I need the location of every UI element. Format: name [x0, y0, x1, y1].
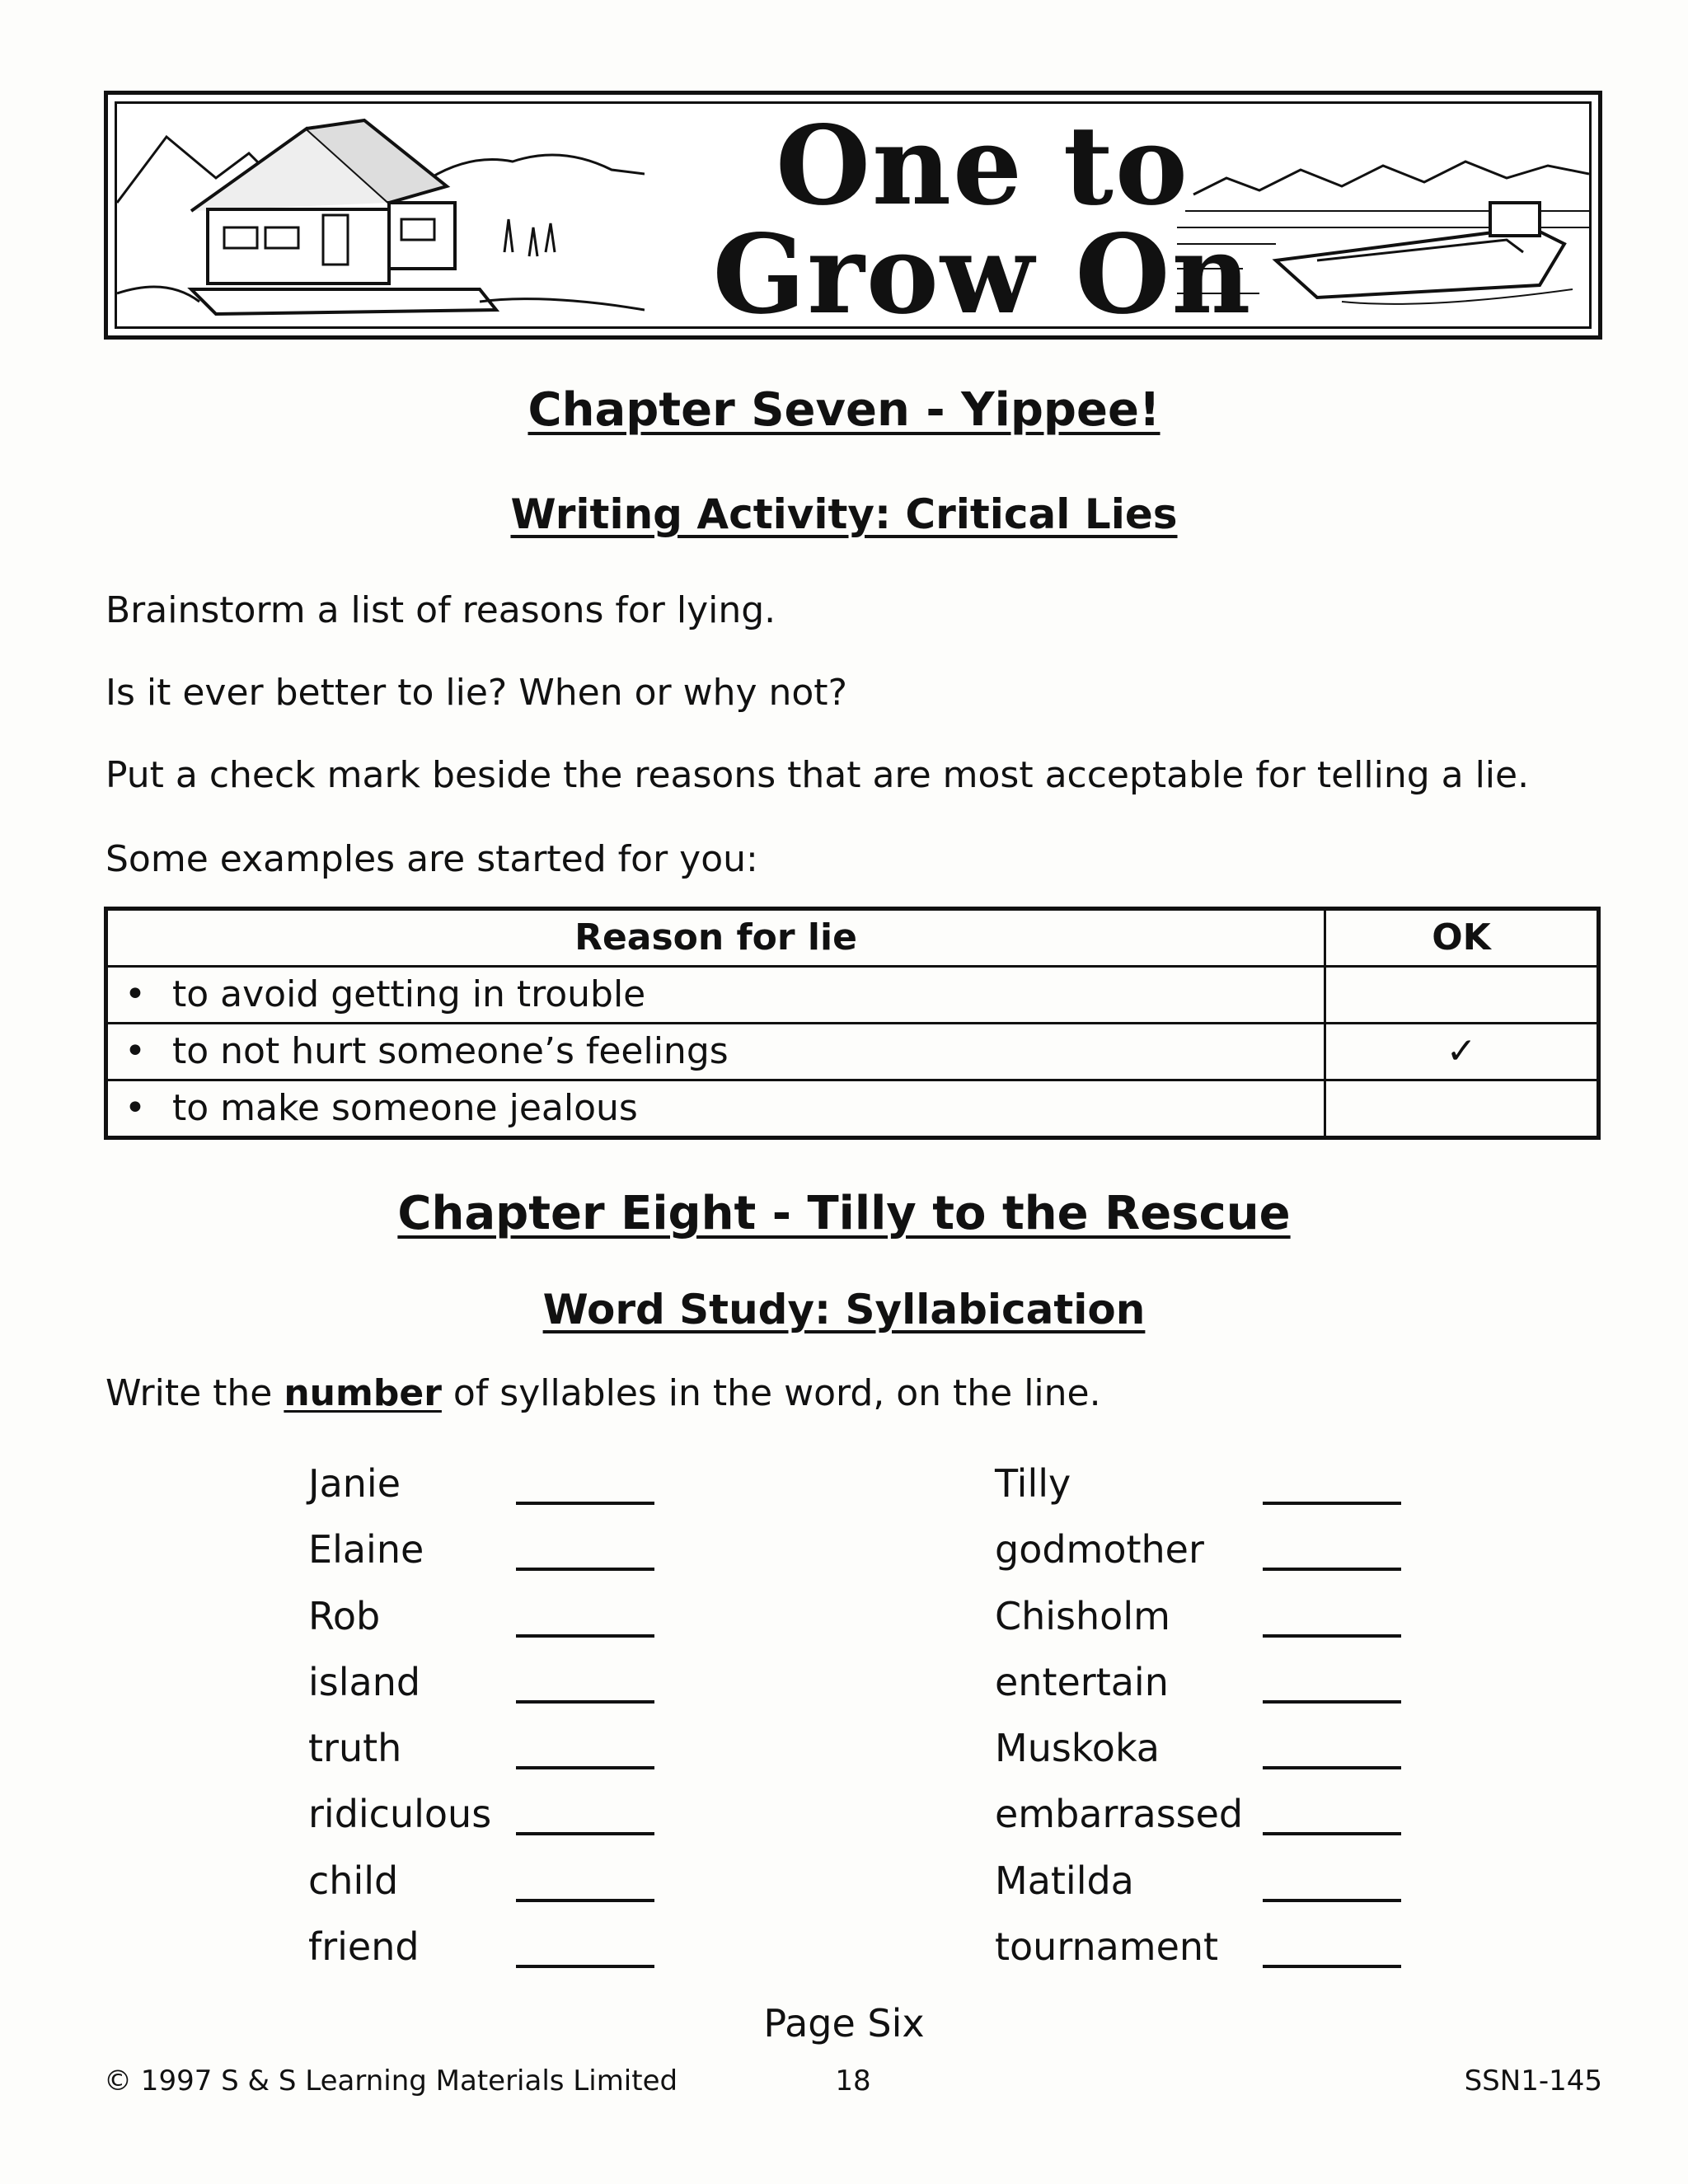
cottage-illustration [117, 104, 645, 329]
bullet-icon: • [124, 1030, 146, 1072]
ok-cell[interactable] [1325, 1080, 1599, 1138]
copyright: © 1997 S & S Learning Materials Limited [104, 2064, 678, 2097]
bullet-icon: • [124, 973, 146, 1015]
answer-line[interactable] [516, 1502, 654, 1505]
instruction-line-4: Some examples are started for you: [106, 838, 758, 880]
answer-line[interactable] [516, 1634, 654, 1638]
table-row [106, 967, 1599, 1024]
chapter-seven-heading: Chapter Seven - Yippee! [528, 383, 1160, 437]
answer-line[interactable] [516, 1568, 654, 1571]
reasons-table [104, 907, 1601, 1140]
instruction-line-3: Put a check mark beside the reasons that are most acceptable for telling a lie. [106, 754, 1530, 796]
document-code: SSN1-145 [1464, 2064, 1602, 2097]
word-left: Elaine [308, 1527, 424, 1572]
answer-line[interactable] [1263, 1700, 1401, 1704]
answer-line[interactable] [516, 1766, 654, 1769]
banner-title-line-2: Grow On [712, 211, 1253, 329]
table-header-row [106, 909, 1599, 967]
word-left: ridiculous [308, 1792, 492, 1836]
word-study-heading: Word Study: Syllabication [542, 1286, 1146, 1333]
answer-line[interactable] [516, 1700, 654, 1704]
table-row [106, 1080, 1599, 1138]
word-left: Janie [308, 1461, 401, 1506]
answer-line[interactable] [1263, 1568, 1401, 1571]
instruction-line-1: Brainstorm a list of reasons for lying. [106, 589, 776, 631]
answer-line[interactable] [1263, 1832, 1401, 1835]
word-left: Rob [308, 1594, 381, 1638]
header-reason: Reason for lie [106, 909, 1325, 967]
reason-text: to not hurt someone’s feelings [172, 1030, 729, 1072]
title-banner [104, 91, 1602, 340]
ok-cell[interactable]: ✓ [1325, 1024, 1599, 1080]
word-right: Matilda [995, 1858, 1134, 1903]
table-row [106, 1024, 1599, 1080]
answer-line[interactable] [1263, 1766, 1401, 1769]
writing-activity-heading: Writing Activity: Critical Lies [510, 490, 1178, 538]
instruction-emphasis: number [284, 1372, 442, 1414]
answer-line[interactable] [516, 1832, 654, 1835]
bullet-icon: • [124, 1087, 146, 1129]
word-right: embarrassed [995, 1792, 1244, 1836]
word-right: Tilly [995, 1461, 1071, 1506]
motorboat-illustration [1177, 104, 1589, 329]
word-left: friend [308, 1924, 420, 1969]
answer-line[interactable] [516, 1899, 654, 1902]
word-right: tournament [995, 1924, 1219, 1969]
word-left: child [308, 1858, 399, 1903]
header-ok: OK [1325, 909, 1599, 967]
instruction-line-2: Is it ever better to lie? When or why not? [106, 672, 847, 714]
chapter-eight-heading: Chapter Eight - Tilly to the Rescue [397, 1187, 1291, 1240]
banner-frame [115, 101, 1592, 329]
reason-text: to avoid getting in trouble [172, 973, 646, 1015]
word-right: entertain [995, 1660, 1169, 1704]
reason-cell [106, 967, 1325, 1024]
answer-line[interactable] [1263, 1965, 1401, 1968]
word-left: island [308, 1660, 421, 1704]
word-left: truth [308, 1726, 402, 1770]
answer-line[interactable] [516, 1965, 654, 1968]
page-number: 18 [835, 2064, 871, 2097]
word-right: godmother [995, 1527, 1204, 1572]
instruction-text-before: Write the [106, 1372, 284, 1414]
word-right: Chisholm [995, 1594, 1170, 1638]
instruction-text-after: of syllables in the word, on the line. [441, 1372, 1101, 1414]
answer-line[interactable] [1263, 1634, 1401, 1638]
banner-title-line-1: One to [776, 102, 1189, 230]
page-label: Page Six [763, 2001, 925, 2046]
word-right: Muskoka [995, 1726, 1160, 1770]
answer-line[interactable] [1263, 1899, 1401, 1902]
syllable-instruction [106, 1372, 1101, 1414]
ok-cell[interactable] [1325, 967, 1599, 1024]
reason-cell [106, 1080, 1325, 1138]
reason-text: to make someone jealous [172, 1087, 638, 1129]
reason-cell [106, 1024, 1325, 1080]
answer-line[interactable] [1263, 1502, 1401, 1505]
